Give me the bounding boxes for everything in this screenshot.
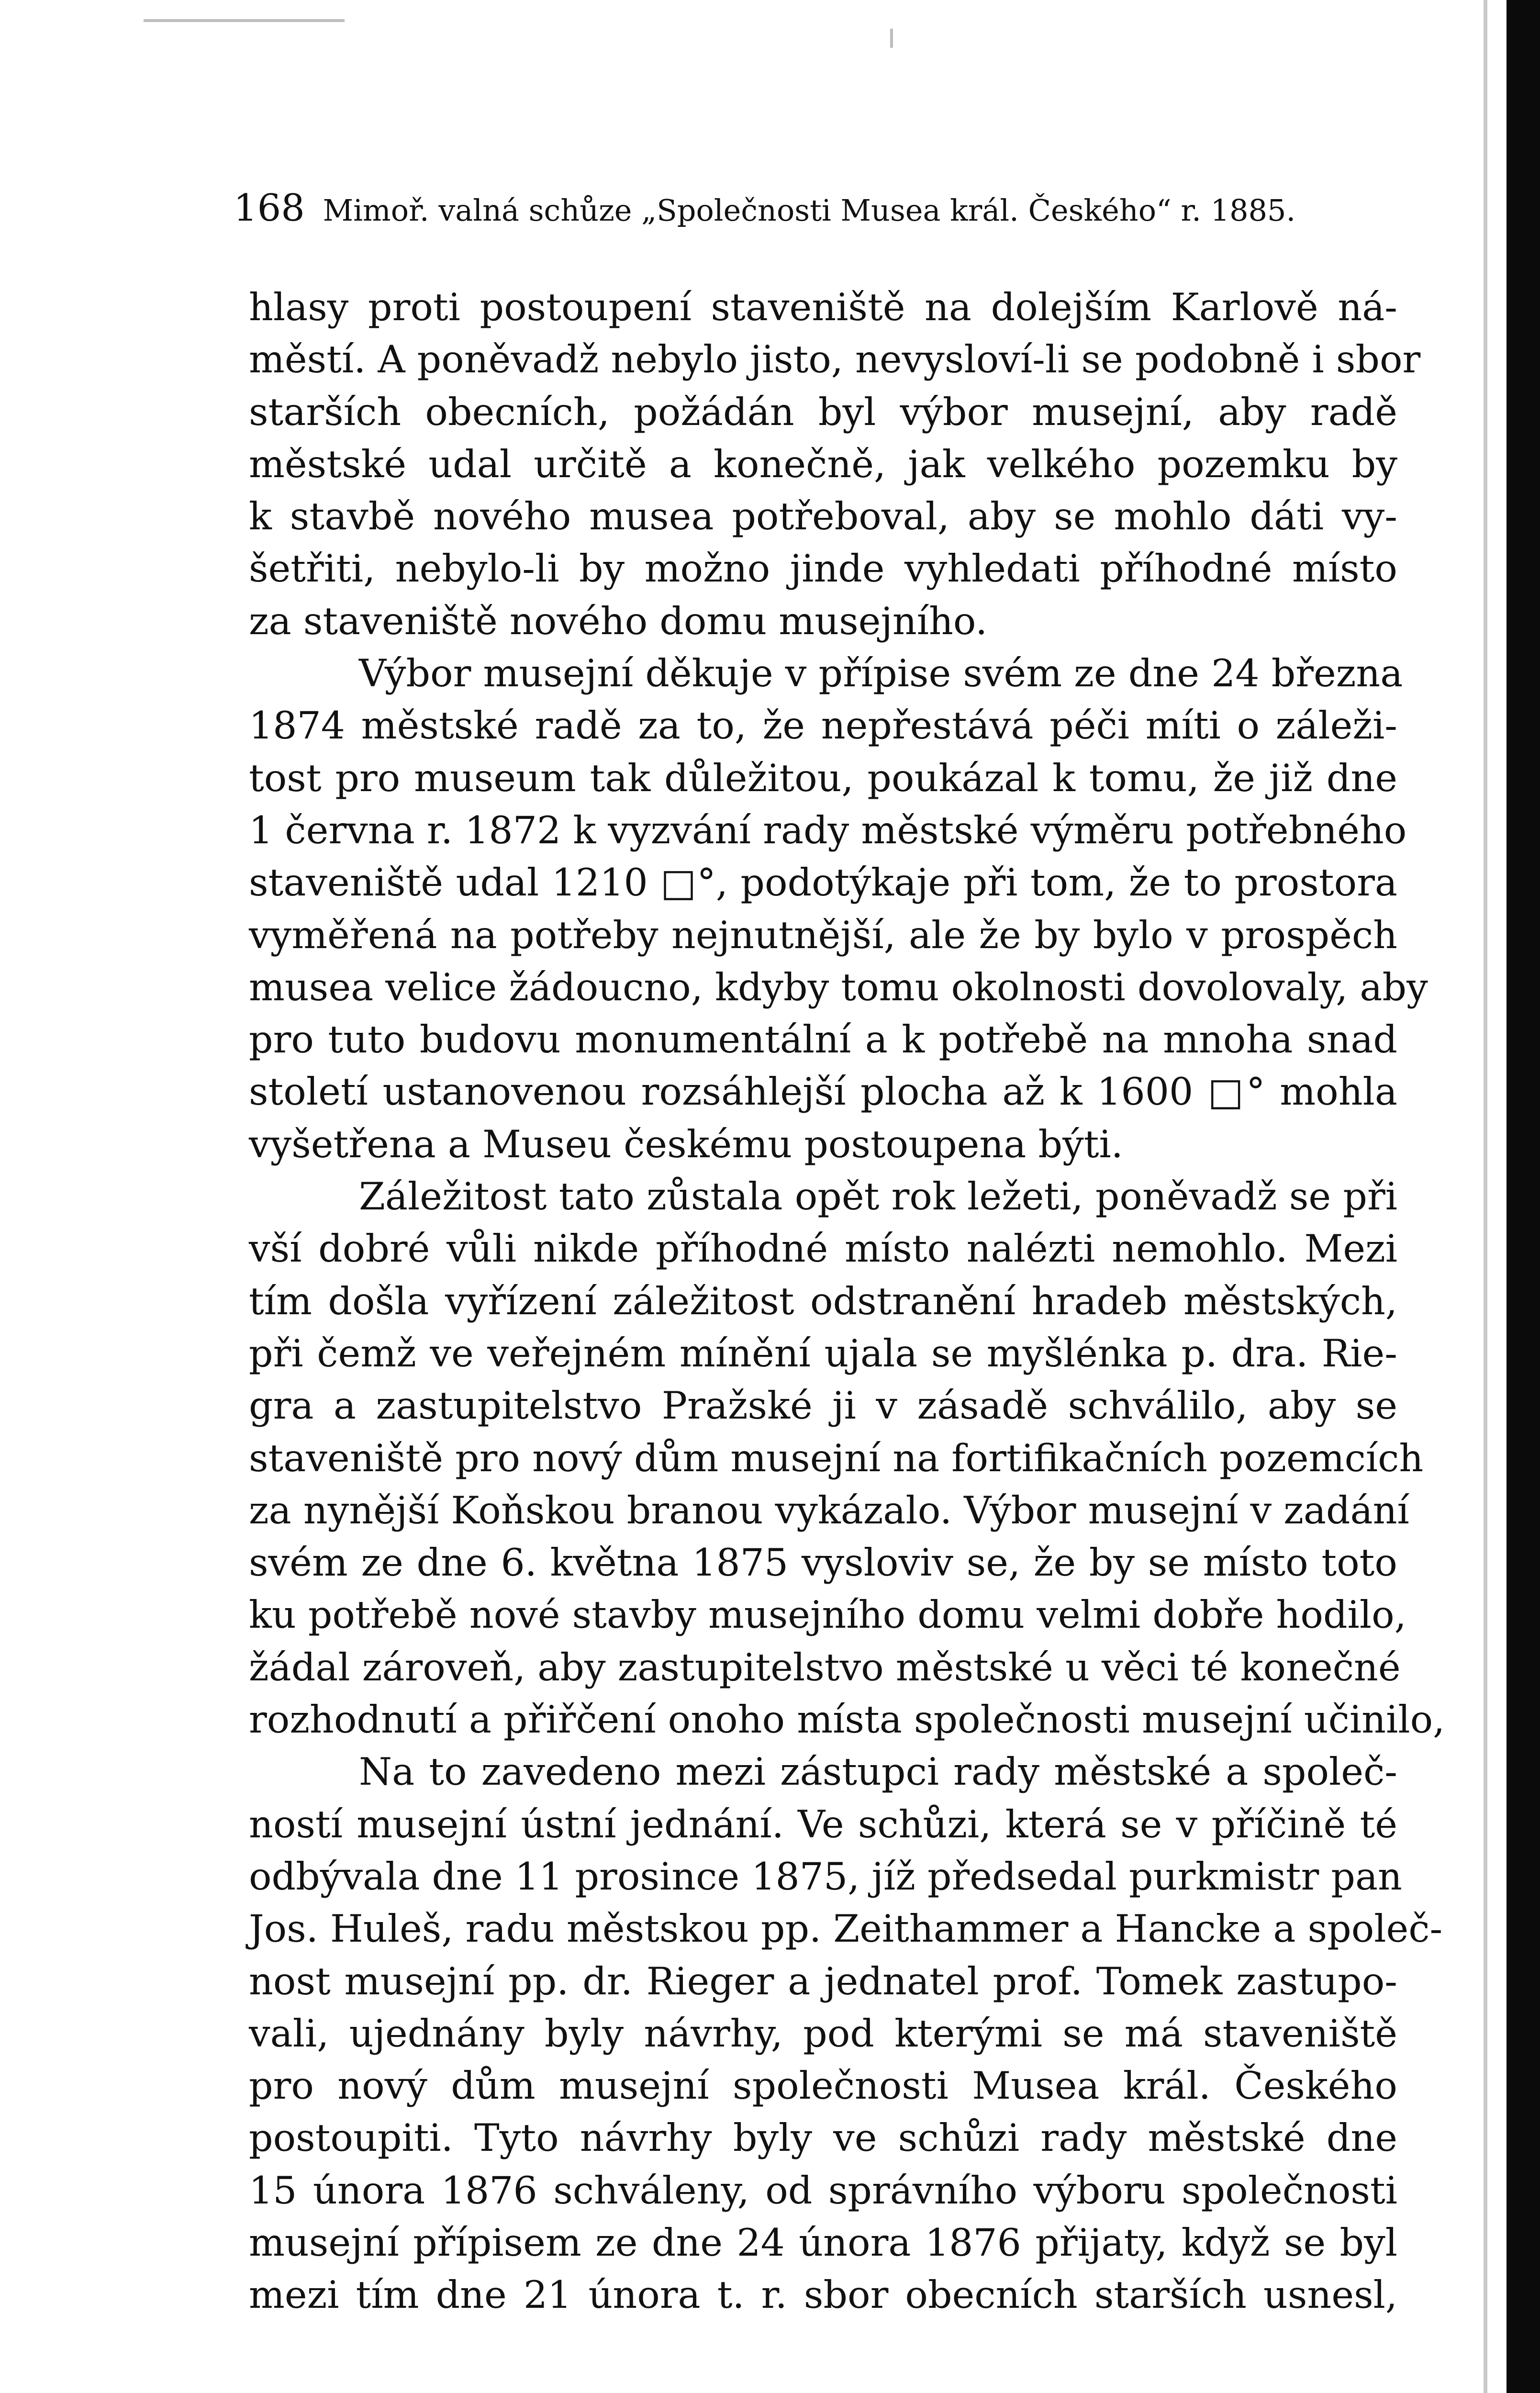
text-line: hlasy proti postoupení staveniště na dolejším Karlově ná- bbox=[249, 285, 1397, 329]
text-line: musejní přípisem ze dne 24 února 1876 přijaty, když se byl bbox=[249, 2220, 1397, 2265]
page-edge-line bbox=[1484, 0, 1487, 2393]
text-line: odbývala dne 11 prosince 1875, jíž předsedal purkmistr pan bbox=[249, 1854, 1402, 1899]
scanner-edge-shadow bbox=[1507, 0, 1540, 2393]
text-line: 1874 městské radě za to, že nepřestává péči míti o záleži- bbox=[249, 704, 1397, 748]
running-header bbox=[234, 187, 1373, 232]
text-line: mezi tím dne 21 února t. r. sbor obecních starších usnesl, bbox=[249, 2273, 1397, 2317]
text-line: 15 února 1876 schváleny, od správního výboru společnosti bbox=[249, 2168, 1397, 2213]
text-line: městské udal určitě a konečně, jak velkého pozemku by bbox=[249, 442, 1397, 486]
text-line: při čemž ve veřejném mínění ujala se myšlénka p. dra. Rie- bbox=[249, 1331, 1397, 1375]
paragraph bbox=[249, 281, 1421, 648]
text-line: staveniště udal 1210 □°, podotýkaje při tom, že to prostora bbox=[249, 861, 1397, 905]
scan-artifact-top-mid bbox=[890, 29, 893, 48]
text-line: za nynější Koňskou branou vykázalo. Výbor musejní v zadání bbox=[249, 1488, 1409, 1532]
page-number: 168 bbox=[234, 187, 305, 230]
running-title: Mimoř. valná schůze „Společnosti Musea král. Českého“ r. 1885. bbox=[323, 193, 1296, 228]
paragraph bbox=[249, 1746, 1443, 2321]
text-line: šetřiti, nebylo-li by možno jinde vyhledati příhodné místo bbox=[249, 547, 1397, 591]
text-line: tost pro museum tak důležitou, poukázal k tomu, že již dne bbox=[249, 756, 1397, 800]
text-line: pro tuto budovu monumentální a k potřebě na mnoha snad bbox=[249, 1018, 1397, 1062]
paragraph bbox=[249, 1171, 1445, 1746]
text-line: svém ze dne 6. května 1875 vysloviv se, že by se místo toto bbox=[249, 1541, 1397, 1585]
text-line: vší dobré vůli nikde příhodné místo nalézti nemohlo. Mezi bbox=[249, 1227, 1397, 1271]
text-line: vali, ujednány byly návrhy, pod kterými se má staveniště bbox=[249, 2011, 1397, 2056]
body-text bbox=[249, 281, 1445, 2322]
text-line: Na to zavedeno mezi zástupci rady městské a společ- bbox=[359, 1750, 1397, 1794]
text-line: Jos. Huleš, radu městskou pp. Zeithammer a Hancke a společ- bbox=[249, 1907, 1443, 1951]
text-line: postoupiti. Tyto návrhy byly ve schůzi rady městské dne bbox=[249, 2116, 1397, 2160]
text-line: staveniště pro nový dům musejní na fortifikačních pozemcích bbox=[249, 1436, 1424, 1480]
text-line: starších obecních, požádán byl výbor musejní, aby radě bbox=[249, 390, 1397, 434]
text-line: gra a zastupitelstvo Pražské ji v zásadě schválilo, aby se bbox=[249, 1384, 1397, 1428]
text-line: nost musejní pp. dr. Rieger a jednatel prof. Tomek zastupo- bbox=[249, 1959, 1397, 2003]
text-line: Záležitost tato zůstala opět rok ležeti, poněvadž se při bbox=[359, 1174, 1397, 1219]
text-line: Výbor musejní děkuje v přípise svém ze dne 24 března bbox=[359, 651, 1403, 696]
text-line: za staveniště nového domu musejního. bbox=[249, 599, 988, 643]
paragraph bbox=[249, 648, 1428, 1171]
text-line: vyměřená na potřeby nejnutnější, ale že by bylo v prospěch bbox=[249, 913, 1397, 957]
text-line: městí. A poněvadž nebylo jisto, nevysloví-li se podobně i sbor bbox=[249, 337, 1421, 382]
text-line: rozhodnutí a přiřčení onoho místa společnosti musejní učinilo, bbox=[249, 1698, 1445, 1742]
text-line: pro nový dům musejní společnosti Musea král. Českého bbox=[249, 2064, 1397, 2108]
text-line: století ustanovenou rozsáhlejší plocha až k 1600 □° mohla bbox=[249, 1070, 1397, 1114]
text-line: k stavbě nového musea potřeboval, aby se mohlo dáti vy- bbox=[249, 494, 1397, 539]
scan-artifact-top-left bbox=[144, 19, 345, 22]
text-line: 1 června r. 1872 k vyzvání rady městské výměru potřebného bbox=[249, 808, 1407, 852]
text-line: ností musejní ústní jednání. Ve schůzi, která se v příčině té bbox=[249, 1802, 1397, 1846]
text-line: vyšetřena a Museu českému postoupena býti. bbox=[249, 1122, 1123, 1166]
text-line: žádal zároveň, aby zastupitelstvo městské u věci té konečné bbox=[249, 1645, 1401, 1689]
text-line: ku potřebě nové stavby musejního domu velmi dobře hodilo, bbox=[249, 1593, 1406, 1637]
text-line: musea velice žádoucno, kdyby tomu okolnosti dovolovaly, aby bbox=[249, 965, 1428, 1009]
text-line: tím došla vyřízení záležitost odstranění hradeb městských, bbox=[249, 1279, 1397, 1323]
